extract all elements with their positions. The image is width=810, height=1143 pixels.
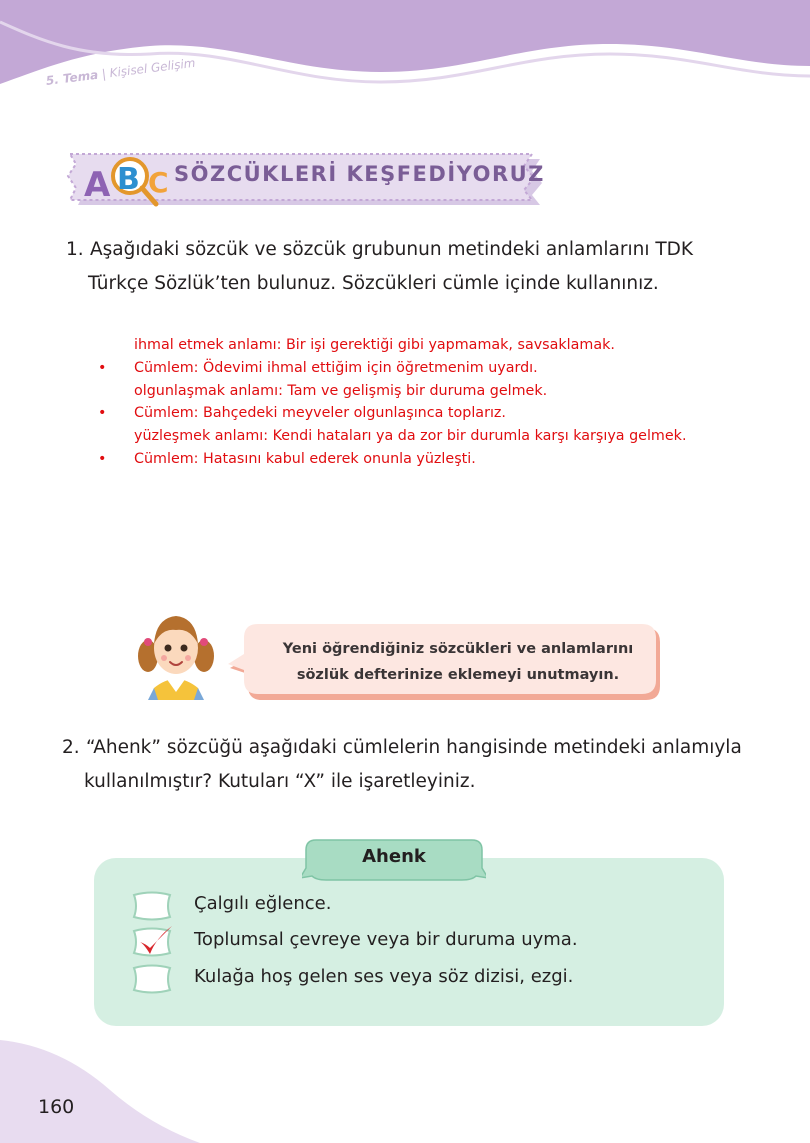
svg-text:C: C [148,166,169,199]
answer-row [98,334,738,357]
question-1-line2: Türkçe Sözlük’ten bulunuz. Sözcükleri cümle içinde kullanınız. [88,273,659,294]
answer-row [98,357,738,380]
question-2-number: 2. [62,737,80,758]
corner-decoration [0,1040,200,1143]
checkbox[interactable] [130,926,174,958]
tip-line2: sözlük defterinize eklemeyi unutmayın. [296,667,620,683]
option-label: Kulağa hoş gelen ses veya söz dizisi, ezgi. [194,966,574,987]
option-item[interactable] [130,890,690,924]
answer-list [98,334,738,471]
checkbox[interactable] [130,963,174,995]
option-label: Toplumsal çevreye veya bir duruma uyma. [194,929,578,950]
theme-name: Kişisel Gelişim [108,55,197,81]
answer-text: Cümlem: Bahçedeki meyveler olgunlaşınca toplarız. [134,405,506,422]
answer-bullet: • [98,405,107,422]
banner-title: SÖZCÜKLERİ KEŞFEDİYORUZ [174,162,545,186]
header-wave-decoration [0,0,810,110]
question-1-number: 1. [66,239,84,260]
svg-text:A: A [84,165,111,205]
answer-row [98,380,738,403]
question-1-line1: Aşağıdaki sözcük ve sözcük grubunun metindeki anlamlarını TDK [90,239,694,260]
answer-text: ihmal etmek anlamı: Bir işi gerektiği gibi yapmamak, savsaklamak. [134,337,615,353]
girl-illustration [136,600,216,700]
abc-magnifier-icon [76,152,176,210]
answer-text: Cümlem: Hatasını kabul ederek onunla yüzleşti. [134,450,476,467]
tip-line1: Yeni öğrendiğiniz sözcükleri ve anlamlarını [282,641,634,657]
question-2-line2: kullanılmıştır? Kutuları “X” ile işaretleyiniz. [84,771,476,792]
checkbox[interactable] [130,890,174,922]
question-2 [62,731,762,799]
answer-text: olgunlaşmak anlamı: Tam ve gelişmiş bir duruma gelmek. [134,382,548,399]
svg-text:B: B [117,162,140,197]
answer-bullet: • [98,359,107,376]
question-1 [66,233,746,301]
theme-separator: | [101,66,107,82]
theme-number: 5. Tema [45,67,99,88]
answer-text: Cümlem: Ödevimi ihmal ettiğim için öğretmenim uyardı. [134,359,538,376]
answer-text: yüzleşmek anlamı: Kendi hataları ya da zor bir durumla karşı karşıya gelmek. [134,428,687,445]
answer-bullet: • [98,450,107,467]
answer-row [98,402,738,425]
tip-text [258,636,658,688]
word-box-title: Ahenk [362,846,426,867]
answer-row [98,425,738,448]
option-label: Çalgılı eğlence. [194,893,332,914]
section-banner [66,150,546,206]
option-item[interactable] [130,963,690,997]
question-2-line1: “Ahenk” sözcüğü aşağıdaki cümlelerin hangisinde metindeki anlamıyla [86,737,742,758]
answer-row [98,448,738,471]
option-item[interactable] [130,926,690,960]
page-number: 160 [38,1096,75,1118]
